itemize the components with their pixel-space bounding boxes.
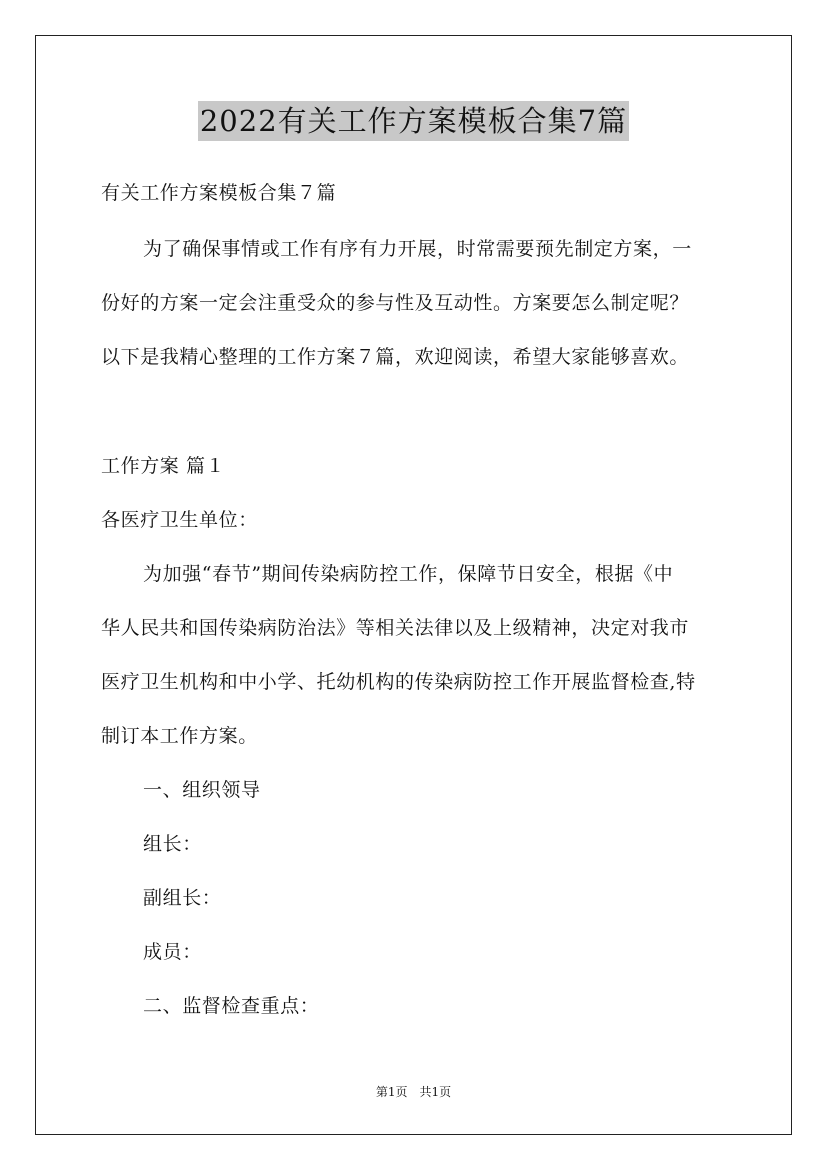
salutation: 各医疗卫生单位： <box>101 509 258 531</box>
intro-line-2: 份好的方案一定会注重受众的参与性及互动性。方案要怎么制定呢？ <box>101 292 690 314</box>
section-heading: 工作方案 篇１ <box>101 455 226 477</box>
title-container <box>0 101 827 141</box>
item-deputy-leader: 副组长： <box>143 887 222 909</box>
item-organization: 一、组织领导 <box>143 779 261 801</box>
intro-line-1: 为了确保事情或工作有序有力开展，时常需要预先制定方案，一 <box>143 238 692 260</box>
document-title: 2022有关工作方案模板合集7篇 <box>198 101 629 141</box>
body-line-1: 为加强“春节”期间传染病防控工作，保障节日安全，根据《中 <box>143 563 674 585</box>
body-line-3: 医疗卫生机构和中小学、托幼机构的传染病防控工作开展监督检查,特 <box>101 671 696 693</box>
page-footer: 第1页 共1页 <box>375 1085 452 1099</box>
item-inspection-focus: 二、监督检查重点： <box>143 995 320 1017</box>
item-members: 成员： <box>143 941 202 963</box>
document-subtitle: 有关工作方案模板合集７篇 <box>101 182 337 204</box>
item-leader: 组长： <box>143 833 202 855</box>
intro-line-3: 以下是我精心整理的工作方案７篇，欢迎阅读，希望大家能够喜欢。 <box>101 346 690 368</box>
body-line-4: 制订本工作方案。 <box>101 725 258 747</box>
body-line-2: 华人民共和国传染病防治法》等相关法律以及上级精神，决定对我市 <box>101 617 690 639</box>
